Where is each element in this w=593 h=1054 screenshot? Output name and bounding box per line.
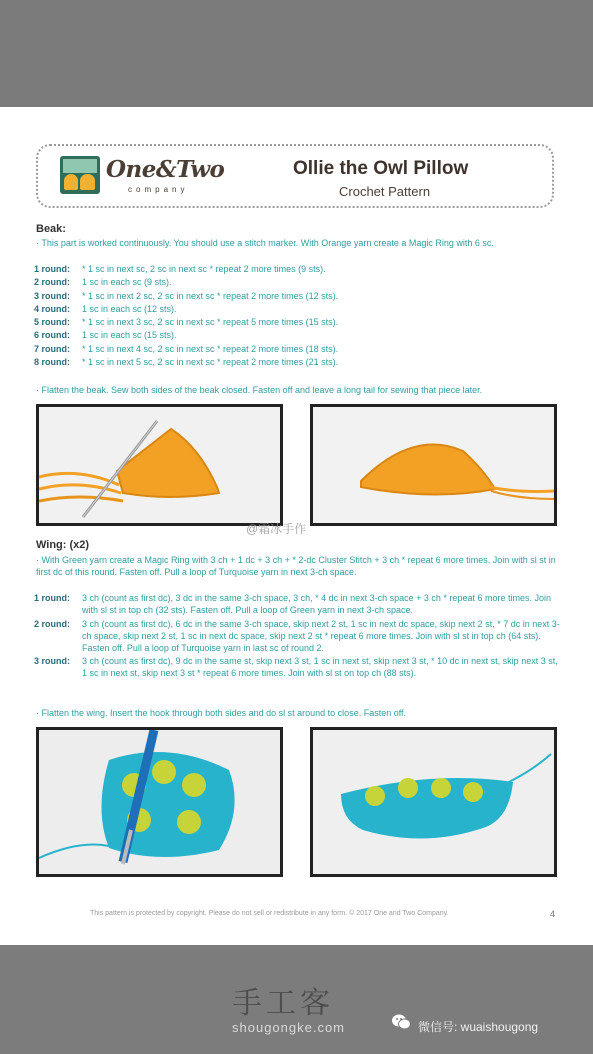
beak-finish: · Flatten the beak. Sew both sides of the beak closed. Fasten off and leave a long tail for sewing that piece later.: [36, 385, 483, 395]
header-box: [36, 144, 554, 208]
top-gray-bar: [0, 0, 593, 107]
round-row: [0, 317, 520, 330]
round-row: [0, 277, 520, 290]
round-row: [0, 330, 520, 343]
round-row: [0, 264, 520, 277]
wechat-id: 微信号: wuaishougong: [418, 1020, 539, 1034]
wechat-icon: [392, 1014, 411, 1030]
round-label: 6 round:: [34, 330, 70, 341]
brand-name: One&Two: [106, 156, 225, 183]
round-text: 1 sc in each sc (12 sts).: [82, 303, 177, 314]
round-row: [0, 655, 560, 691]
round-row: [0, 304, 520, 317]
round-label: 8 round:: [34, 357, 70, 368]
brand-sub: company: [128, 185, 189, 194]
beak-intro: · This part is worked continuously. You should use a stitch marker. With Orange yarn create a Magic Ring with 6 sc.: [36, 238, 494, 248]
round-label: 2 round:: [34, 619, 70, 629]
brand-logo-icon: [60, 156, 100, 194]
round-row: [0, 357, 520, 370]
beak-heading: Beak:: [36, 223, 66, 235]
pattern-page: [0, 107, 593, 945]
round-text: 1 sc in each sc (9 sts).: [82, 277, 172, 288]
round-text: 3 ch (count as first dc), 9 dc in the same st, skip next 3 st, 1 sc in next st, skip next 3 st, * 10 dc in next st, skip next 3 st, 1 sc in next st, skip next 3 st * repeat 6 more times. Join with sl st on top ch (88 sts).: [82, 656, 558, 678]
round-row: [0, 344, 520, 357]
round-label: 4 round:: [34, 303, 70, 314]
round-text: * 1 sc in next sc, 2 sc in next sc * repeat 2 more times (9 sts).: [82, 264, 326, 274]
pattern-subtitle: Crochet Pattern: [339, 184, 431, 199]
round-label: 3 round:: [34, 290, 70, 301]
round-label: 7 round:: [34, 343, 70, 354]
weibo-watermark: @霜冰手作: [246, 522, 307, 536]
round-text: * 1 sc in next 5 sc, 2 sc in next sc * repeat 2 more times (21 sts).: [82, 357, 339, 368]
round-text: * 1 sc in next 4 sc, 2 sc in next sc * repeat 2 more times (18 sts).: [82, 343, 339, 354]
round-text: 1 sc in each sc (15 sts).: [82, 330, 177, 341]
wing-heading: Wing: (x2): [36, 539, 90, 551]
beak-rounds: [0, 264, 520, 370]
wing-finish: · Flatten the wing. Insert the hook through both sides and do sl st around to close. Fasten off.: [36, 708, 407, 718]
wing-photo-hook: [36, 727, 283, 877]
beak-photo-hook: [36, 404, 283, 526]
round-text: 3 ch (count as first dc), 6 dc in the same 3-ch space, skip next 2 st, 1 sc in next dc space, skip next 2 st, * 7 dc in next 3-ch space, skip next 2 st, 1 sc in next dc space, skip next 2 st * repeat 6 more times. Join with sl st in top ch (64 sts). Fasten off. Pull a loop of Turquoise yarn in last sc of round 2.: [82, 619, 560, 653]
wing-rounds: [0, 592, 560, 691]
site-url: shougongke.com: [232, 1020, 346, 1035]
wing-photo-flat: [310, 727, 557, 877]
copyright-note: This pattern is protected by copyright. Please do not sell or redistribute in any form. © 2017 One and Two Company.: [90, 910, 449, 917]
wing-intro: · With Green yarn create a Magic Ring with 3 ch + 1 dc + 3 ch + * 2-dc Cluster Stitch + 3 ch * repeat 6 more times. Join with sl st in first dc of this round. Fasten off. Pull a loop of Turquoise yarn in next 3-ch space.: [36, 555, 556, 577]
round-label: 2 round:: [34, 277, 70, 288]
round-row: [0, 618, 560, 655]
round-row: [0, 592, 560, 618]
round-row: [0, 291, 520, 304]
pattern-title: Ollie the Owl Pillow: [293, 158, 469, 179]
site-name: 手工客: [232, 987, 334, 1020]
round-label: 1 round:: [34, 264, 70, 274]
round-text: * 1 sc in next 2 sc, 2 sc in next sc * repeat 2 more times (12 sts).: [82, 290, 339, 301]
round-label: 3 round:: [34, 656, 70, 666]
page-number: 4: [550, 909, 556, 919]
round-label: 5 round:: [34, 317, 70, 328]
round-text: 3 ch (count as first dc), 3 dc in the same 3-ch space, 3 ch, * 4 dc in next 3-ch space + 3 ch * repeat 6 more times. Join with sl st in top ch (32 sts). Fasten off. Pull a loop of Green yarn in next 3-ch space.: [82, 593, 551, 615]
round-label: 1 round:: [34, 593, 70, 603]
round-text: * 1 sc in next 3 sc, 2 sc in next sc * repeat 5 more times (15 sts).: [82, 317, 339, 328]
beak-photo-flat: [310, 404, 557, 526]
